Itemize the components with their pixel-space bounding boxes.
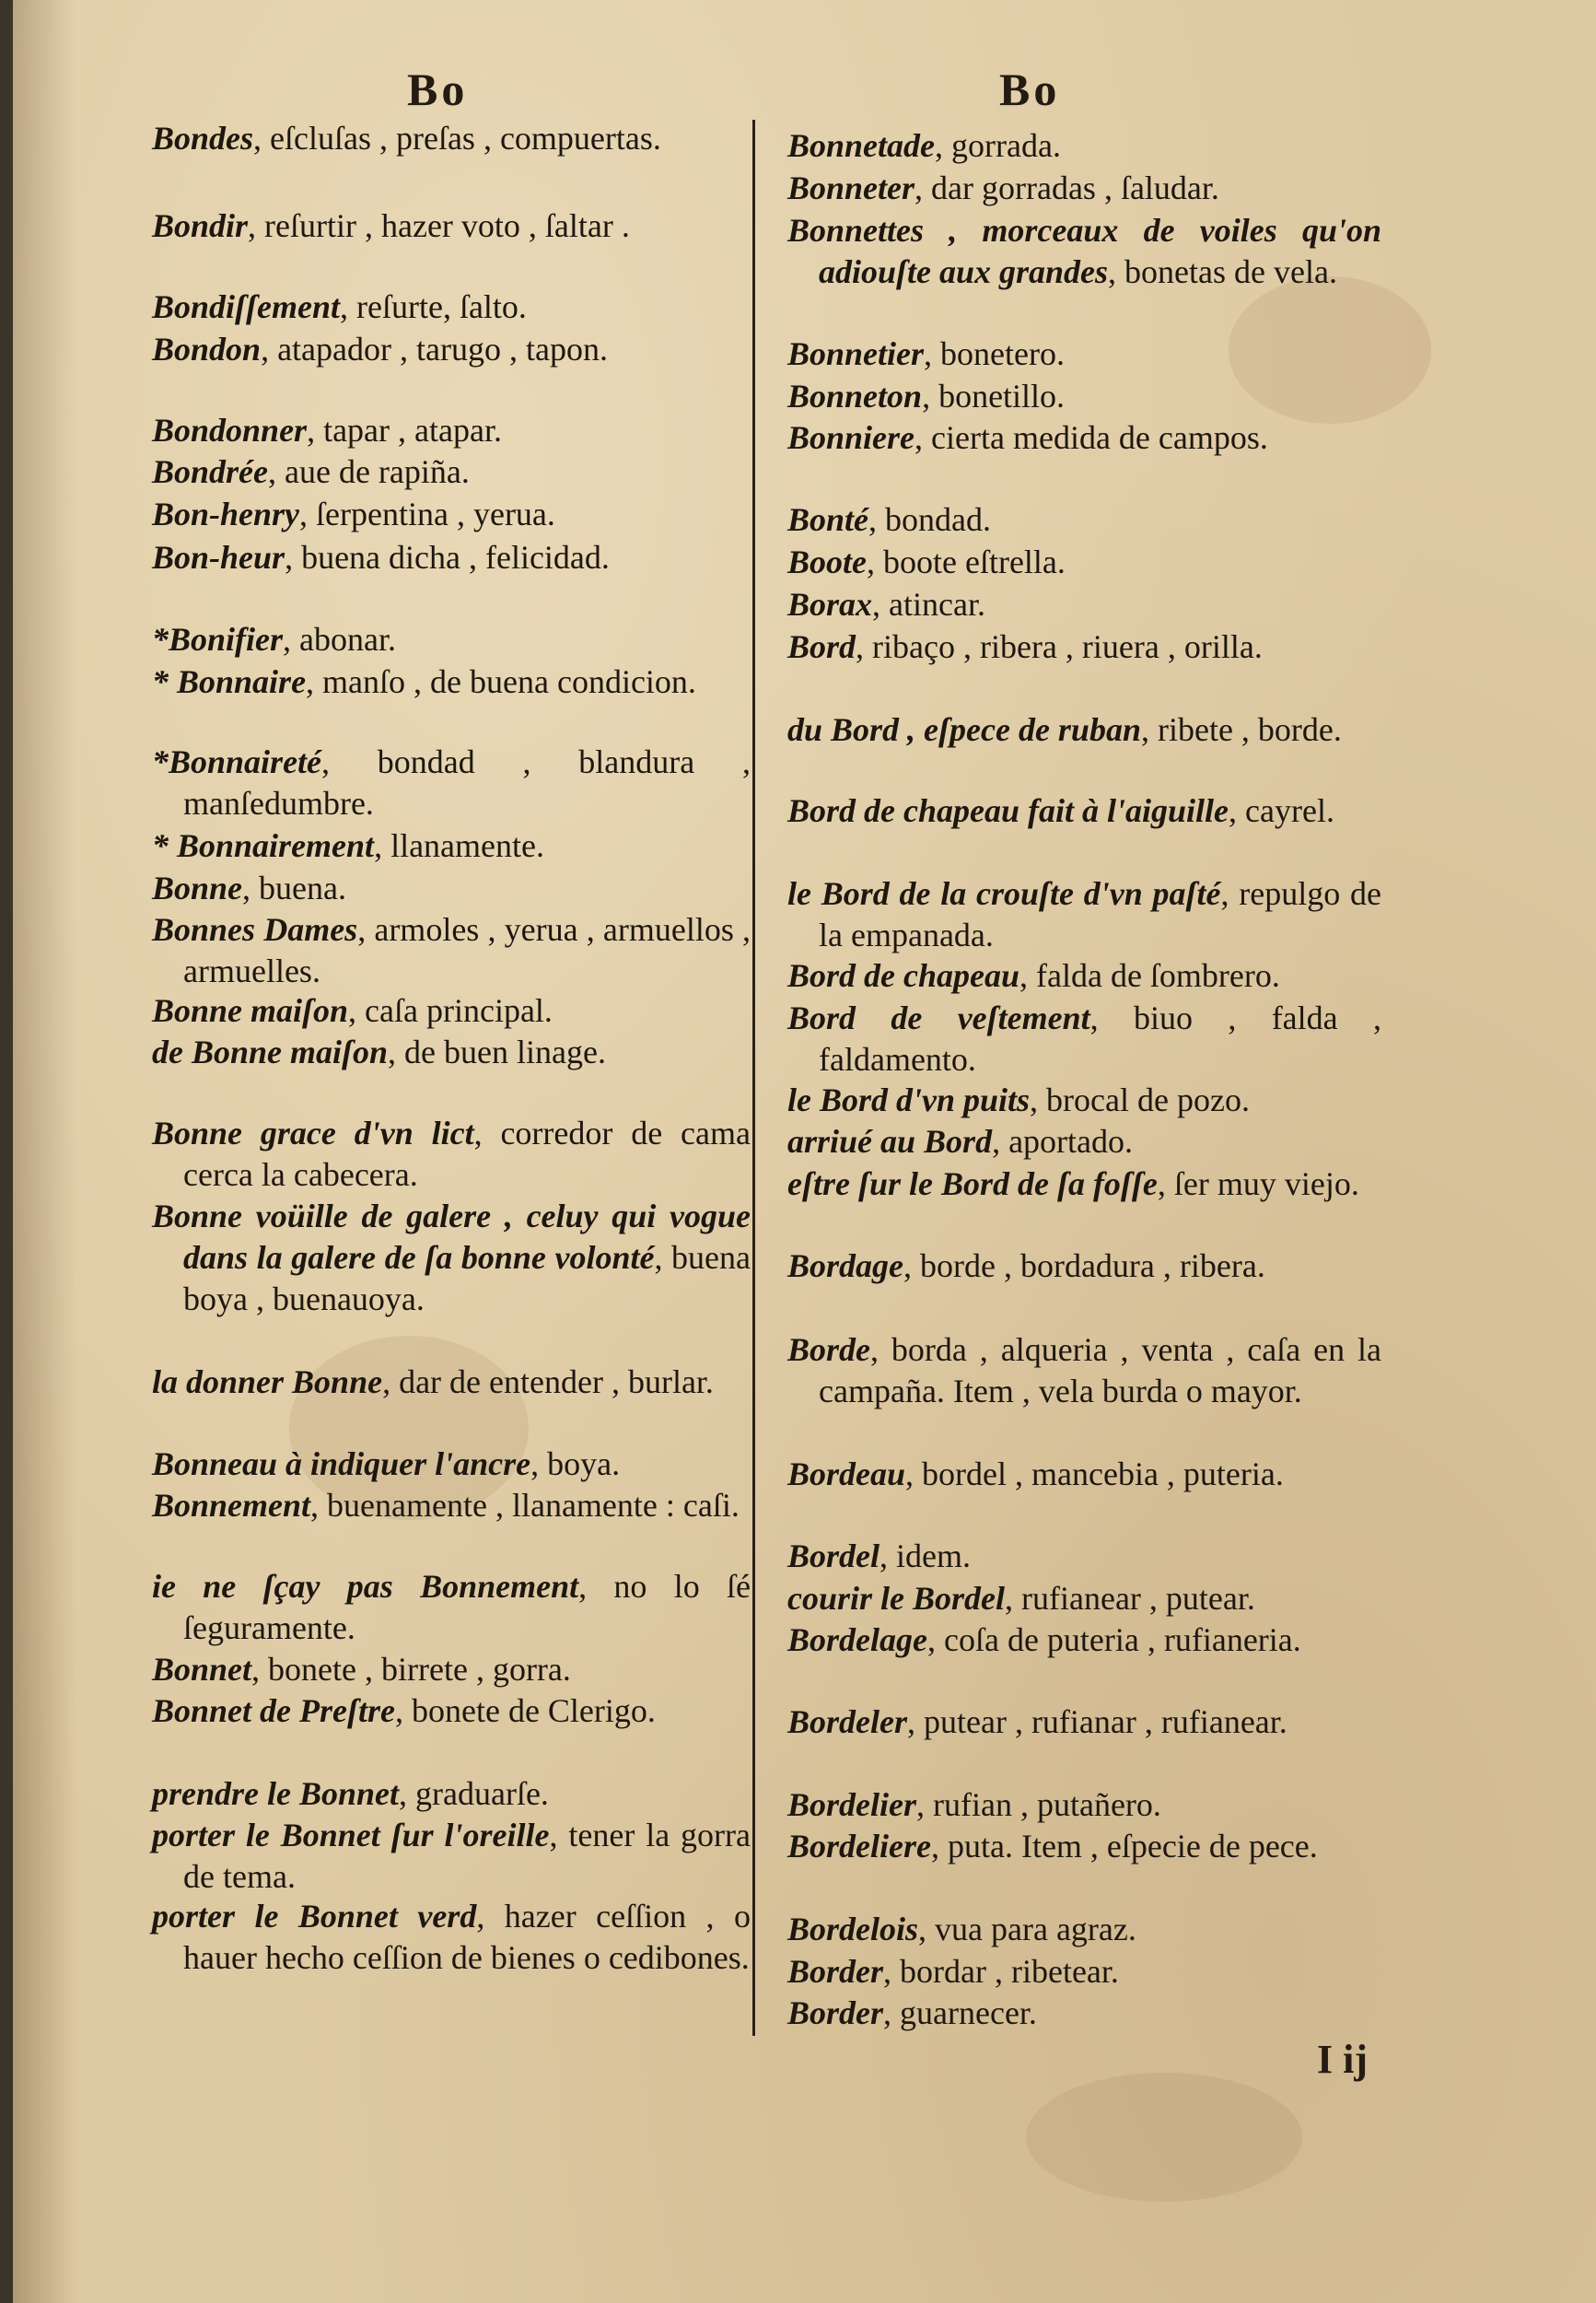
headword: Bordeler (787, 1703, 907, 1740)
dictionary-entry (152, 1485, 751, 1526)
definition: , corredor de cama cerca la cabecera. (183, 1115, 751, 1193)
definition: , buena dicha , felicidad. (285, 539, 610, 576)
definition: , biuo , falda , faldamento. (819, 1000, 1381, 1078)
headword: Borax (787, 586, 873, 623)
dictionary-entry (787, 1909, 1381, 1950)
dictionary-entry (787, 168, 1381, 209)
definition: , ribaço , ribera , riuera , orilla. (856, 628, 1263, 665)
headword: *Bonifier (152, 621, 284, 658)
dictionary-entry (152, 1113, 751, 1196)
definition: , brocal de pozo. (1030, 1081, 1250, 1118)
definition: , bordar , ribetear. (883, 1953, 1119, 1990)
definition: , tener la gorra de tema. (183, 1817, 751, 1895)
dictionary-entry (787, 499, 1381, 541)
dictionary-entry (152, 494, 751, 535)
definition: , bondad , blandura , manſedumbre. (183, 743, 751, 822)
dictionary-entry (787, 1329, 1381, 1412)
definition: , bonetillo. (922, 378, 1066, 415)
definition: , rufian , putañero. (916, 1786, 1161, 1823)
definition: , boote eſtrella. (867, 544, 1066, 580)
headword: Bonneter (787, 170, 915, 206)
dictionary-entry (152, 661, 751, 703)
headword: Bonnetier (787, 335, 925, 372)
dictionary-entry (787, 1121, 1381, 1163)
headword: Bord de chapeau (787, 957, 1019, 994)
headword: Bondiſſement (152, 288, 340, 325)
dictionary-entry (787, 1826, 1381, 1867)
headword: Bord (787, 628, 856, 665)
dictionary-entry (152, 329, 751, 370)
headword: Bordel (787, 1537, 880, 1574)
definition: , tapar , atapar. (307, 412, 502, 449)
headword: le Bord de la crouſte d'vn paſté (787, 875, 1221, 912)
definition: , ſerpentina , yerua. (299, 496, 555, 532)
dictionary-entry (152, 118, 751, 159)
definition: , atapador , tarugo , tapon. (261, 331, 608, 368)
dictionary-entry (152, 1566, 751, 1649)
definition: , idem. (880, 1537, 971, 1574)
headword: de Bonne maiſon (152, 1034, 389, 1070)
dictionary-entry (152, 868, 751, 909)
right-column-header: Bo (999, 64, 1061, 115)
definition: , llanamente. (374, 827, 544, 864)
dictionary-entry (787, 125, 1381, 167)
definition: , cierta medida de campos. (914, 419, 1268, 456)
definition: , bonete , birrete , gorra. (251, 1651, 571, 1688)
headword: Bordeliere (787, 1828, 931, 1865)
headword: Bon-henry (152, 496, 300, 532)
definition: , atincar. (872, 586, 985, 623)
dictionary-entry (787, 1619, 1381, 1661)
headword: courir le Bordel (787, 1580, 1006, 1617)
definition: , eſcluſas , preſas , compuertas. (253, 120, 661, 157)
definition: , abonar. (283, 621, 396, 658)
dictionary-entry (787, 1951, 1381, 1993)
headword: le Bord d'vn puits (787, 1081, 1031, 1118)
definition: , puta. Item , eſpecie de pece. (930, 1828, 1318, 1865)
headword: Bonneton (787, 378, 923, 415)
headword: Bordeau (787, 1455, 906, 1492)
dictionary-entry (152, 1444, 751, 1485)
definition: , hazer ceſſion , o hauer hecho ceſſion de bienes o cedibones. (183, 1898, 751, 1976)
definition: , boya. (530, 1445, 621, 1482)
headword: Bordelois (787, 1911, 919, 1947)
headword: Boote (787, 544, 867, 580)
definition: , borde , bordadura , ribera. (903, 1247, 1265, 1284)
headword: Bord de veſtement (787, 1000, 1090, 1036)
headword: Bordelier (787, 1786, 916, 1823)
definition: , buena. (242, 870, 347, 906)
headword: * Bonnairement (152, 827, 375, 864)
headword: Bonnettes , morceaux de voiles qu'on adiouſte aux grandes (787, 212, 1381, 290)
definition: , falda de ſombrero. (1019, 957, 1280, 994)
column-divider (752, 120, 755, 2036)
dictionary-entry (787, 955, 1381, 997)
definition: , de buen linage. (388, 1034, 606, 1070)
headword: Bonnet de Preſtre (152, 1692, 395, 1729)
definition: , coſa de puteria , rufianeria. (926, 1621, 1301, 1658)
definition: , gorrada. (935, 127, 1061, 164)
headword: Bonne voüille de galere , celuy qui vogue dans la galere de ſa bonne volonté (152, 1198, 751, 1276)
definition: , bonetas de vela. (1108, 253, 1337, 290)
definition: , guarnecer. (883, 1994, 1037, 2031)
dictionary-entry (787, 1080, 1381, 1121)
headword: Bonniere (787, 419, 915, 456)
headword: Bondir (152, 207, 249, 244)
dictionary-entry (787, 584, 1381, 625)
dictionary-entry (152, 1773, 751, 1815)
dictionary-entry (152, 1032, 751, 1073)
dictionary-entry (152, 1815, 751, 1898)
dictionary-entry (152, 1362, 751, 1403)
definition: , buena boya , buenauoya. (183, 1239, 751, 1317)
headword: porter le Bonnet verd (152, 1898, 477, 1935)
headword: Bonne maiſon (152, 992, 349, 1029)
dictionary-entry (152, 205, 751, 247)
dictionary-entry (152, 1690, 751, 1732)
definition: , armoles , yerua , armuellos , armuelles. (183, 911, 751, 989)
definition: , repulgo de la empanada. (819, 875, 1381, 953)
definition: , reſurtir , hazer voto , ſaltar . (248, 207, 630, 244)
definition: , ſer muy viejo. (1157, 1165, 1359, 1202)
definition: , bonetero. (924, 335, 1065, 372)
definition: , cayrel. (1229, 792, 1334, 829)
dictionary-entry (152, 451, 751, 493)
headword: Bonté (787, 501, 869, 538)
dictionary-entry (787, 1536, 1381, 1577)
left-column (152, 0, 751, 2303)
definition: , bondad. (868, 501, 991, 538)
headword: Bon-heur (152, 539, 285, 576)
headword: porter le Bonnet ſur l'oreille (152, 1817, 550, 1853)
definition: , borda , alqueria , venta , caſa en la campaña. Item , vela burda o mayor. (819, 1331, 1381, 1409)
dictionary-entry (787, 333, 1381, 375)
headword: Bonnes Dames (152, 911, 358, 948)
headword: Bondrée (152, 453, 268, 490)
headword: Bonnement (152, 1487, 311, 1524)
definition: , no lo ſé ſeguramente. (183, 1568, 751, 1646)
dictionary-entry (787, 1701, 1381, 1743)
headword: Bonne grace d'vn lict (152, 1115, 474, 1152)
headword: * Bonnaire (152, 663, 307, 700)
dictionary-entry (152, 990, 751, 1032)
definition: , aportado. (992, 1123, 1134, 1160)
definition: , manſo , de buena condicion. (306, 663, 696, 700)
definition: , reſurte, ſalto. (340, 288, 527, 325)
dictionary-entry (787, 709, 1381, 751)
headword: Bondon (152, 331, 262, 368)
definition: , ribete , borde. (1140, 711, 1342, 748)
headword: la donner Bonne (152, 1363, 383, 1400)
headword: Bord de chapeau fait à l'aiguille (787, 792, 1229, 829)
dictionary-entry (787, 1578, 1381, 1619)
dictionary-entry (787, 210, 1381, 293)
dictionary-entry (787, 790, 1381, 832)
definition: , bonete de Clerigo. (394, 1692, 656, 1729)
dictionary-entry (787, 998, 1381, 1081)
headword: Bonneau à indiquer l'ancre (152, 1445, 531, 1482)
dictionary-entry (787, 1163, 1381, 1205)
dictionary-entry (787, 626, 1381, 668)
dictionary-entry (787, 542, 1381, 583)
dictionary-entry (787, 1454, 1381, 1495)
signature-mark: I ij (1317, 2037, 1368, 2082)
dictionary-entry (787, 1245, 1381, 1287)
headword: Bordage (787, 1247, 903, 1284)
definition: , graduarſe. (399, 1775, 549, 1812)
definition: , dar de entender , burlar. (382, 1363, 714, 1400)
definition: , buenamente , llanamente : caſi. (310, 1487, 740, 1524)
dictionary-entry (152, 1196, 751, 1320)
dictionary-entry (152, 619, 751, 661)
headword: Bonnet (152, 1651, 252, 1688)
definition: , bordel , mancebia , puteria. (905, 1455, 1284, 1492)
dictionary-entry (152, 410, 751, 451)
dictionary-entry (787, 873, 1381, 956)
headword: Border (787, 1953, 884, 1990)
headword: *Bonnaireté (152, 743, 322, 780)
dictionary-entry (152, 742, 751, 824)
dictionary-entry (152, 1896, 751, 1979)
headword: Border (787, 1994, 884, 2031)
definition: , aue de rapiña. (268, 453, 470, 490)
headword: Bondonner (152, 412, 308, 449)
dictionary-entry (787, 376, 1381, 417)
headword: Bonnetade (787, 127, 936, 164)
headword: ie ne ſçay pas Bonnement (152, 1568, 579, 1605)
headword: Bondes (152, 120, 254, 157)
definition: , putear , rufianar , rufianear. (907, 1703, 1287, 1740)
dictionary-entry (152, 825, 751, 867)
headword: Bonne (152, 870, 243, 906)
headword: Bordelage (787, 1621, 927, 1658)
left-column-header: Bo (407, 64, 469, 115)
headword: prendre le Bonnet (152, 1775, 400, 1812)
dictionary-entry (787, 417, 1381, 459)
definition: , dar gorradas , ſaludar. (914, 170, 1219, 206)
headword: du Bord , eſpece de ruban (787, 711, 1141, 748)
definition: , rufianear , putear. (1005, 1580, 1255, 1617)
dictionary-entry (152, 909, 751, 992)
definition: , caſa principal. (348, 992, 553, 1029)
right-column (787, 0, 1381, 2303)
headword: eſtre ſur le Bord de ſa foſſe (787, 1165, 1158, 1202)
headword: arriué au Bord (787, 1123, 993, 1160)
dictionary-entry (787, 1784, 1381, 1826)
dictionary-entry (152, 286, 751, 328)
headword: Borde (787, 1331, 870, 1368)
dictionary-entry (152, 1649, 751, 1690)
dictionary-entry (152, 537, 751, 579)
dictionary-entry (787, 1993, 1381, 2034)
definition: , vua para agraz. (918, 1911, 1136, 1947)
